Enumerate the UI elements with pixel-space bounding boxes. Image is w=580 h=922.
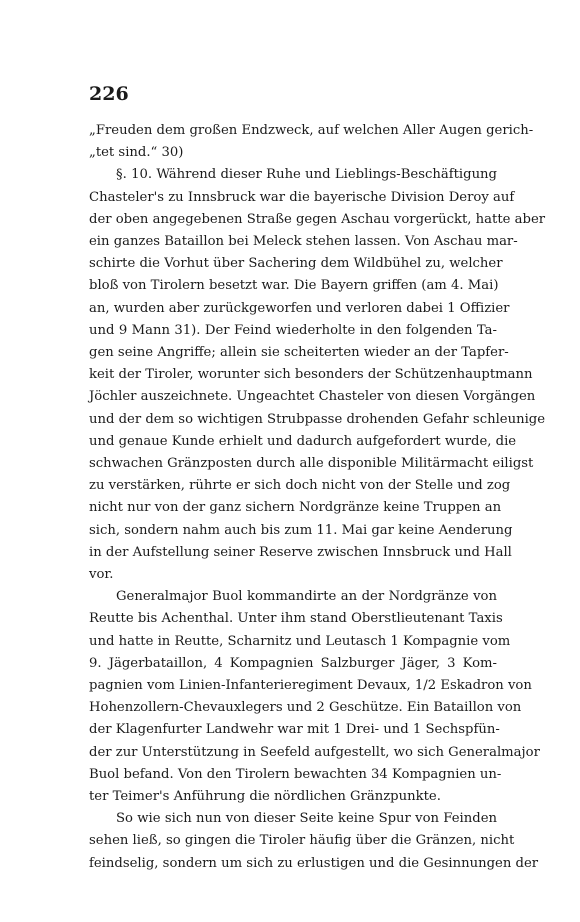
text-line: So wie sich nun von dieser Seite keine Spur von Feinden	[116, 811, 497, 827]
text-line: Generalmajor Buol kommandirte an der Nordgränze von	[116, 589, 497, 605]
text-line: Jöchler auszeichnete. Ungeachtet Chasteler von diesen Vorgängen	[89, 389, 536, 405]
text-line: schirte die Vorhut über Sachering dem Wildbühel zu, welcher	[89, 256, 503, 272]
text-line: ter Teimer's Anführung die nördlichen Gränzpunkte.	[89, 789, 441, 804]
text-line: Hohenzollern-Chevauxlegers und 2 Geschütze. Ein Bataillon von	[89, 700, 522, 716]
text-line: zu verstärken, rührte er sich doch nicht von der Stelle und zog	[89, 478, 511, 494]
text-line: keit der Tiroler, worunter sich besonders der Schützenhauptmann	[89, 367, 533, 383]
text-line: schwachen Gränzposten durch alle disponible Militärmacht eiligst	[89, 456, 534, 471]
text-line: „Freuden dem großen Endzweck, auf welchen Aller Augen gerich-	[89, 123, 534, 138]
text-line: pagnien vom Linien-Infanterieregiment Devaux, 1/2 Eskadron von	[89, 678, 532, 693]
text-line: gen seine Angriffe; allein sie scheiterten wieder an der Tapfer-	[89, 345, 509, 360]
text-line: feindselig, sondern um sich zu erlustigen und die Gesinnungen der	[89, 855, 539, 871]
text-line: und der dem so wichtigen Strubpasse drohenden Gefahr schleunige	[89, 411, 546, 427]
text-line: 9. Jägerbataillon, 4 Kompagnien Salzburger Jäger, 3 Kom-	[89, 655, 497, 671]
text-line: in der Aufstellung seiner Reserve zwischen Innsbruck und Hall	[89, 544, 512, 560]
text-line: ein ganzes Bataillon bei Meleck stehen lassen. Von Aschau mar-	[89, 234, 518, 249]
text-line: sehen ließ, so gingen die Tiroler häufig über die Gränzen, nicht	[89, 833, 515, 849]
text-line: Chasteler's zu Innsbruck war die bayerische Division Deroy auf	[89, 189, 515, 205]
text-line: und genaue Kunde erhielt und dadurch aufgefordert wurde, die	[89, 433, 517, 449]
text-line: der zur Unterstützung in Seefeld aufgestellt, wo sich Generalmajor	[89, 744, 540, 760]
text-line: vor.	[89, 567, 114, 582]
text-line: und 9 Mann 31). Der Feind wiederholte in den folgenden Ta-	[89, 322, 497, 338]
text-line: der Klagenfurter Landwehr war mit 1 Drei- und 1 Sechspfün-	[89, 722, 500, 738]
page-number: 226	[89, 83, 129, 105]
text-line: nicht nur von der ganz sichern Nordgränze keine Truppen an	[89, 500, 502, 516]
text-line: an, wurden aber zurückgeworfen und verloren dabei 1 Offizier	[89, 300, 510, 316]
text-line: Reutte bis Achenthal. Unter ihm stand Oberstlieutenant Taxis	[89, 611, 503, 627]
text-line: und hatte in Reutte, Scharnitz und Leutasch 1 Kompagnie vom	[89, 633, 511, 649]
text-line: bloß von Tirolern besetzt war. Die Bayern griffen (am 4. Mai)	[89, 278, 499, 294]
text-line: §. 10. Während dieser Ruhe und Lieblings-Beschäftigung	[116, 167, 497, 183]
text-line: „tet sind.“ 30)	[89, 145, 184, 161]
text-line: Buol befand. Von den Tirolern bewachten 34 Kompagnien un-	[89, 766, 502, 782]
text-line: der oben angegebenen Straße gegen Aschau vorgerückt, hatte aber	[89, 211, 546, 227]
text-line: sich, sondern nahm auch bis zum 11. Mai gar keine Aenderung	[89, 522, 513, 538]
